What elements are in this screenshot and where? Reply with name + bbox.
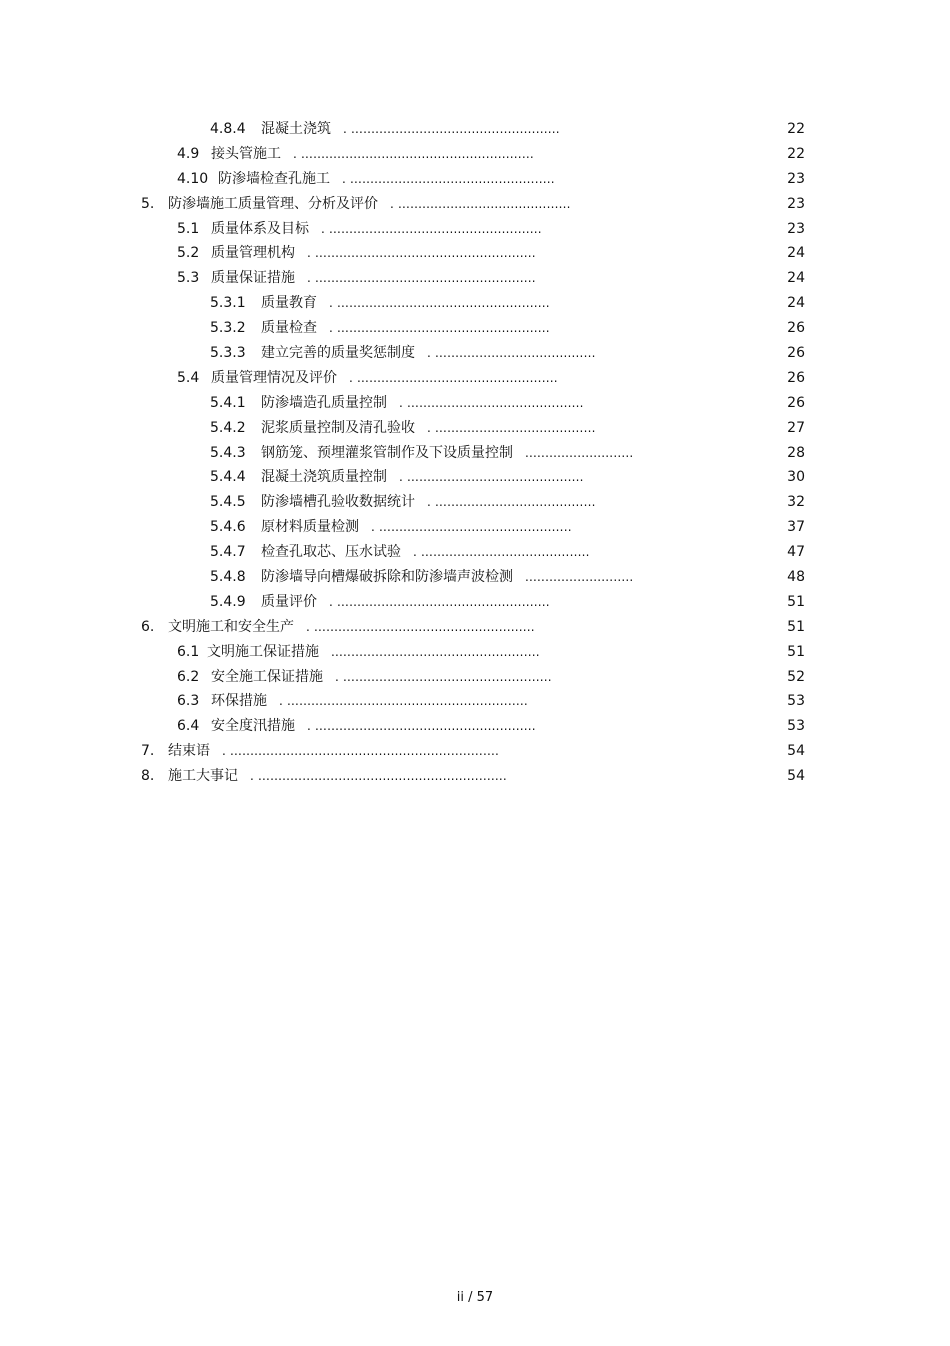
toc-entry-title: 安全施工保证措施	[211, 668, 323, 685]
toc-entry-page: 52	[787, 668, 805, 685]
toc-dot-leader: . .......................................................	[306, 619, 535, 634]
toc-entry-title: 泥浆质量控制及清孔验收	[261, 419, 415, 436]
toc-entry-title: 施工大事记	[168, 768, 238, 785]
toc-entry-page: 51	[787, 618, 805, 635]
toc-entry[interactable]	[0, 391, 950, 416]
toc-entry-title: 检查孔取芯、压水试验	[261, 544, 401, 561]
toc-entry-page: 26	[787, 345, 805, 362]
toc-entry-page: 53	[787, 718, 805, 735]
toc-entry-title: 质量管理机构	[211, 245, 295, 262]
toc-entry-page: 22	[787, 121, 805, 137]
toc-entry-title: 原材料质量检测	[261, 519, 359, 536]
toc-dot-leader: . ............................................	[399, 470, 584, 485]
toc-dot-leader: . ..........................................................	[293, 146, 534, 161]
toc-entry[interactable]	[0, 490, 950, 515]
toc-entry-title: 文明施工保证措施	[207, 643, 319, 660]
toc-entry-page: 47	[787, 544, 805, 561]
toc-entry-title: 防渗墙造孔质量控制	[261, 394, 387, 411]
toc-entry[interactable]	[0, 341, 950, 366]
toc-dot-leader: . ...........................................	[390, 196, 571, 211]
toc-entry-number: 5.4	[177, 369, 200, 386]
toc-entry-page: 28	[787, 444, 805, 461]
toc-entry-title: 结束语	[168, 743, 210, 760]
toc-entry[interactable]	[0, 291, 950, 316]
toc-dot-leader: . .......................................................	[307, 719, 536, 734]
toc-entry[interactable]	[0, 441, 950, 466]
toc-entry[interactable]	[0, 640, 950, 665]
toc-entry-page: 23	[787, 170, 805, 187]
toc-entry-page: 26	[787, 394, 805, 411]
toc-entry-page: 24	[787, 295, 805, 312]
toc-entry-number: 4.9	[177, 145, 200, 162]
toc-entry-page: 27	[787, 419, 805, 436]
toc-entry[interactable]	[0, 192, 950, 217]
toc-entry-page: 23	[787, 195, 805, 212]
toc-entry-number: 6.3	[177, 693, 200, 710]
toc-entry-page: 26	[787, 320, 805, 337]
toc-dot-leader: ...........................	[525, 445, 634, 460]
toc-dot-leader: . ....................................................	[343, 122, 560, 136]
toc-entry-number: 5.4.3	[210, 444, 246, 461]
toc-entry-number: 8.	[141, 768, 155, 785]
toc-entry-title: 钢筋笼、预埋灌浆管制作及下设质量控制	[261, 444, 513, 461]
toc-entry-page: 37	[787, 519, 805, 536]
toc-entry-number: 5.4.5	[210, 494, 246, 511]
toc-entry[interactable]	[0, 465, 950, 490]
toc-entry-page: 24	[787, 245, 805, 262]
toc-entry[interactable]	[0, 167, 950, 192]
toc-entry[interactable]	[0, 217, 950, 242]
toc-entry-number: 6.2	[177, 668, 200, 685]
toc-dot-leader: ....................................................	[331, 644, 540, 659]
toc-entry[interactable]	[0, 117, 950, 142]
toc-entry-number: 7.	[141, 743, 155, 760]
toc-dot-leader: . ...................................................	[342, 171, 555, 186]
table-of-contents	[0, 117, 950, 789]
toc-entry[interactable]	[0, 714, 950, 739]
toc-entry-number: 6.	[141, 618, 155, 635]
toc-entry-page: 54	[787, 768, 805, 785]
toc-entry-title: 防渗墙导向槽爆破拆除和防渗墙声波检测	[261, 569, 513, 586]
toc-entry-number: 5.4.6	[210, 519, 246, 536]
toc-entry[interactable]	[0, 241, 950, 266]
toc-entry-title: 建立完善的质量奖惩制度	[261, 345, 415, 362]
toc-entry[interactable]	[0, 266, 950, 291]
toc-entry-number: 5.4.1	[210, 394, 246, 411]
toc-entry-page: 22	[787, 145, 805, 162]
toc-entry[interactable]	[0, 565, 950, 590]
toc-dot-leader: . .....................................................	[329, 594, 550, 609]
toc-entry[interactable]	[0, 515, 950, 540]
toc-dot-leader: . ............................................................	[279, 694, 528, 709]
toc-entry-number: 4.10	[177, 170, 209, 187]
toc-entry-number: 6.4	[177, 718, 200, 735]
toc-entry-number: 5.4.9	[210, 593, 246, 610]
toc-entry-page: 26	[787, 369, 805, 386]
toc-entry-page: 51	[787, 643, 805, 660]
toc-entry-page: 53	[787, 693, 805, 710]
toc-entry-number: 4.8.4	[210, 121, 246, 137]
toc-entry-title: 接头管施工	[211, 145, 281, 162]
toc-entry-title: 文明施工和安全生产	[168, 618, 294, 635]
toc-entry[interactable]	[0, 366, 950, 391]
toc-dot-leader: . ....................................................	[335, 669, 552, 684]
toc-entry[interactable]	[0, 416, 950, 441]
toc-entry-page: 30	[787, 469, 805, 486]
toc-entry-title: 防渗墙检查孔施工	[218, 170, 330, 187]
toc-dot-leader: ...........................	[525, 570, 634, 585]
toc-entry-number: 5.4.2	[210, 419, 246, 436]
toc-entry-title: 质量保证措施	[211, 270, 295, 287]
toc-entry-number: 5.3	[177, 270, 200, 287]
toc-entry[interactable]	[0, 764, 950, 789]
toc-entry-number: 6.1	[177, 643, 200, 660]
toc-entry-page: 51	[787, 593, 805, 610]
toc-entry[interactable]	[0, 689, 950, 714]
toc-entry-title: 质量检查	[261, 320, 317, 337]
toc-dot-leader: . ..........................................	[413, 545, 590, 560]
toc-entry-number: 5.2	[177, 245, 200, 262]
toc-entry-number: 5.3.2	[210, 320, 246, 337]
toc-dot-leader: . ........................................	[427, 346, 596, 361]
toc-dot-leader: . ..............................................................	[250, 769, 507, 784]
toc-entry-title: 质量体系及目标	[211, 220, 309, 237]
toc-entry[interactable]	[0, 739, 950, 764]
toc-entry-page: 54	[787, 743, 805, 760]
toc-entry-number: 5.4.7	[210, 544, 246, 561]
toc-dot-leader: . .....................................................	[329, 321, 550, 336]
toc-entry[interactable]	[0, 540, 950, 565]
toc-entry[interactable]	[0, 615, 950, 640]
toc-dot-leader: . ............................................	[399, 395, 584, 410]
toc-dot-leader: . ........................................	[427, 495, 596, 510]
toc-entry-number: 5.4.8	[210, 569, 246, 586]
toc-dot-leader: . ...................................................................	[222, 744, 499, 759]
toc-dot-leader: . ................................................	[371, 520, 572, 535]
toc-dot-leader: . ........................................	[427, 420, 596, 435]
toc-entry-title: 防渗墙槽孔验收数据统计	[261, 494, 415, 511]
toc-entry-page: 48	[787, 569, 805, 586]
toc-entry[interactable]	[0, 590, 950, 615]
toc-dot-leader: . ..................................................	[349, 370, 558, 385]
toc-entry-number: 5.3.1	[210, 295, 246, 312]
toc-entry-title: 混凝土浇筑	[261, 121, 331, 137]
toc-entry-number: 5.4.4	[210, 469, 246, 486]
toc-entry-title: 质量教育	[261, 295, 317, 312]
toc-entry-title: 防渗墙施工质量管理、分析及评价	[168, 195, 378, 212]
toc-entry-title: 安全度汛措施	[211, 718, 295, 735]
page-number-footer: ii / 57	[456, 1290, 494, 1305]
toc-dot-leader: . .......................................................	[307, 246, 536, 261]
toc-entry-number: 5.	[141, 195, 155, 212]
toc-dot-leader: . .....................................................	[329, 296, 550, 311]
toc-entry-page: 32	[787, 494, 805, 511]
toc-entry-title: 环保措施	[211, 693, 267, 710]
toc-entry-number: 5.1	[177, 220, 200, 237]
toc-entry-page: 23	[787, 220, 805, 237]
toc-entry-title: 质量管理情况及评价	[211, 369, 337, 386]
toc-entry-title: 质量评价	[261, 593, 317, 610]
toc-entry[interactable]	[0, 142, 950, 167]
toc-dot-leader: . .....................................................	[321, 221, 542, 236]
toc-entry-title: 混凝土浇筑质量控制	[261, 469, 387, 486]
toc-entry-page: 24	[787, 270, 805, 287]
toc-entry[interactable]	[0, 665, 950, 690]
toc-dot-leader: . .......................................................	[307, 271, 536, 286]
toc-entry[interactable]	[0, 316, 950, 341]
toc-entry-number: 5.3.3	[210, 345, 246, 362]
